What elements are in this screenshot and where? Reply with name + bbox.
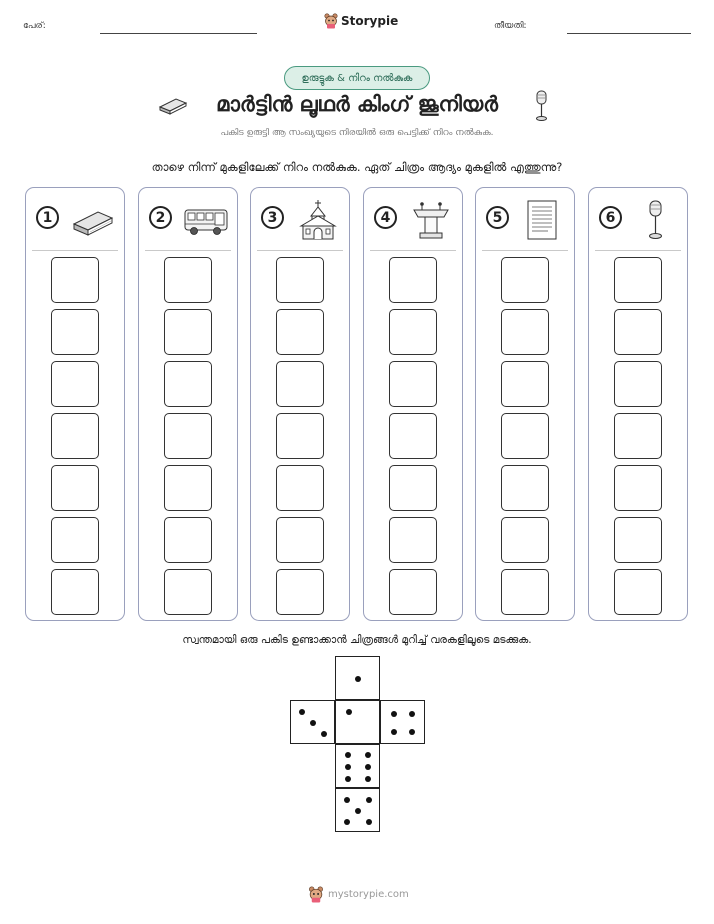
column-divider [370,250,456,251]
color-box[interactable] [164,465,212,511]
column-6 [588,187,688,621]
color-box[interactable] [501,257,549,303]
color-box[interactable] [276,517,324,563]
color-box[interactable] [51,309,99,355]
column-divider [32,250,118,251]
color-box[interactable] [614,309,662,355]
pip [344,797,350,803]
color-box[interactable] [614,465,662,511]
pip [345,752,351,758]
pip [366,797,372,803]
date-label: തീയതി: [494,21,527,31]
page-title: മാർട്ടിൻ ലൂഥർ കിംഗ് ജൂനിയർ [216,92,498,116]
color-box[interactable] [501,569,549,615]
column-5 [475,187,575,621]
color-box[interactable] [276,569,324,615]
color-box[interactable] [276,465,324,511]
color-box[interactable] [501,413,549,459]
question-text: താഴെ നിന്ന് മുകളിലേക്ക് നിറം നൽകുക. ഏത് ചിത്രം ആദ്യം മുകളിൽ എത്തുന്നു? [151,160,563,174]
pip [310,720,316,726]
mascot-icon [324,13,338,29]
mascot-icon [308,886,324,903]
pip [345,776,351,782]
column-number: 4 [374,206,397,229]
pip [365,776,371,782]
pip [409,729,415,735]
pip [409,711,415,717]
color-box[interactable] [389,361,437,407]
column-number: 1 [36,206,59,229]
color-box[interactable] [276,413,324,459]
column-2 [138,187,238,621]
color-box[interactable] [51,361,99,407]
color-box[interactable] [389,413,437,459]
podium-icon [408,200,454,240]
column-divider [482,250,568,251]
die-face-three [290,700,335,744]
column-divider [145,250,231,251]
die-face-one [335,656,380,700]
brand-name: Storypie [341,14,399,28]
microphone-icon [531,90,551,122]
pip [346,709,352,715]
subtitle: പകിട ഉരുട്ടി ആ സംഖ്യയുടെ നിരയിൽ ഒരു പെട്ടിക്ക് നിറം നൽകുക. [220,128,494,138]
color-box[interactable] [501,465,549,511]
color-box[interactable] [389,465,437,511]
die-face-one [335,700,380,744]
color-box[interactable] [164,257,212,303]
pip [391,729,397,735]
color-box[interactable] [389,257,437,303]
color-box[interactable] [164,569,212,615]
die-net [290,656,425,834]
column-number: 6 [599,206,622,229]
column-1 [25,187,125,621]
color-box[interactable] [164,309,212,355]
column-number: 3 [261,206,284,229]
book-icon [70,200,116,240]
pip [321,731,327,737]
die-face-four [380,700,425,744]
color-box[interactable] [276,257,324,303]
pip [355,808,361,814]
document-icon [520,200,566,240]
date-line[interactable] [567,33,691,34]
pip [365,752,371,758]
name-label: പേര്: [23,21,46,31]
die-face-five [335,788,380,832]
church-icon [295,200,341,240]
pip [299,709,305,715]
column-number: 2 [149,206,172,229]
storypie-logo [324,13,398,29]
column-3 [250,187,350,621]
color-box[interactable] [501,309,549,355]
color-box[interactable] [614,413,662,459]
color-box[interactable] [614,517,662,563]
color-box[interactable] [614,569,662,615]
color-box[interactable] [51,413,99,459]
color-box[interactable] [389,517,437,563]
color-box[interactable] [164,517,212,563]
color-box[interactable] [501,361,549,407]
pip [355,676,361,682]
color-box[interactable] [164,413,212,459]
color-box[interactable] [501,517,549,563]
pip [366,819,372,825]
pip [365,764,371,770]
microphone-icon [633,200,679,240]
footer-url[interactable]: mystorypie.com [328,889,409,900]
color-box[interactable] [614,257,662,303]
pip [345,764,351,770]
color-box[interactable] [276,361,324,407]
color-box[interactable] [389,309,437,355]
die-instruction: സ്വന്തമായി ഒരു പകിട ഉണ്ടാക്കാൻ ചിത്രങ്ങൾ മുറിച്ച് വരകളിലൂടെ മടക്കുക. [182,634,532,646]
column-divider [257,250,343,251]
column-number: 5 [486,206,509,229]
footer [308,886,409,903]
color-box[interactable] [614,361,662,407]
die-face-six [335,744,380,788]
activity-badge: ഉരുട്ടുക & നിറം നൽകുക [284,66,430,90]
column-divider [595,250,681,251]
color-box[interactable] [51,465,99,511]
color-box[interactable] [389,569,437,615]
column-4 [363,187,463,621]
color-box[interactable] [51,517,99,563]
pip [344,819,350,825]
pip [391,711,397,717]
color-box[interactable] [164,361,212,407]
color-box[interactable] [276,309,324,355]
bus-icon [183,200,229,240]
color-box[interactable] [51,257,99,303]
name-line[interactable] [100,33,257,34]
color-box[interactable] [51,569,99,615]
